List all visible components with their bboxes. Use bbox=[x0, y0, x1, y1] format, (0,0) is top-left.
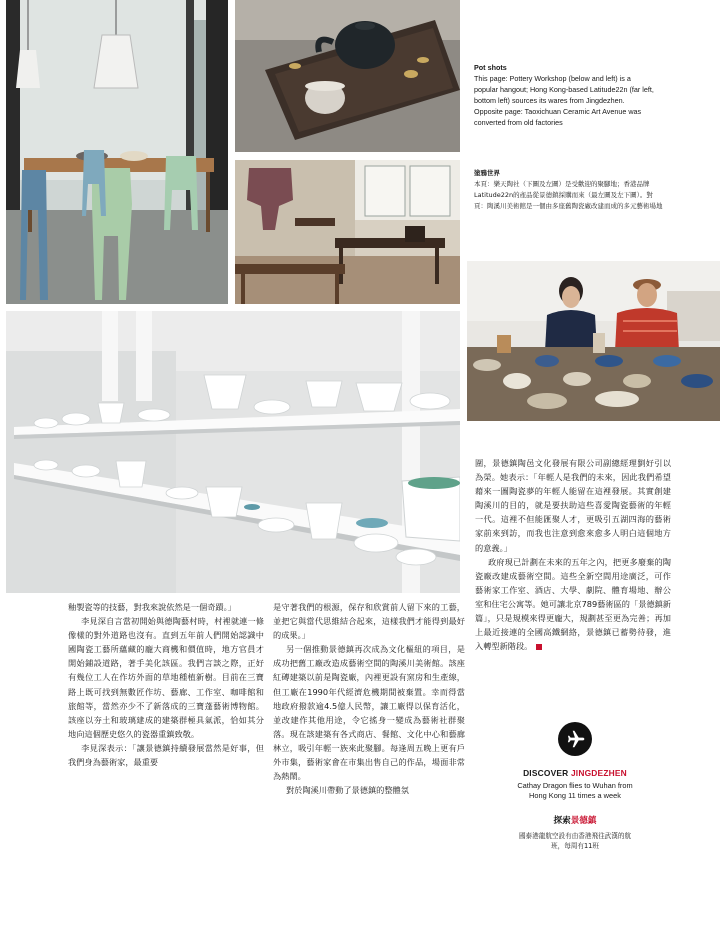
teapot-photo bbox=[235, 0, 460, 152]
photo-caption-zh bbox=[474, 168, 664, 212]
article-paragraph: 對於陶溪川帶動了景德鎮的整體氛 bbox=[286, 785, 409, 796]
article-column-2 bbox=[273, 600, 465, 797]
caption-zh-body: 本頁：樂天陶社（下圖及左圖）是受歡迎的聚腳地；香港品牌Latitude22n的產品從景德鎮採購而來（最左圖及左下圖）。對頁：陶溪川美術館是一個由多座舊陶瓷廠改建而成的多元藝術場地 bbox=[474, 180, 663, 210]
caption-en-title: Pot shots bbox=[474, 63, 507, 72]
article-paragraph: 是守著我們的根源，保存和欣賞前人留下來的工藝，並把它與當代思維結合起來，這樣我們才能得到最好的成果。」 bbox=[273, 602, 465, 641]
article-paragraph: 李見深表示：「讓景德鎮持續發展當然是好事，但我們身為藝術家，最重要 bbox=[68, 742, 264, 768]
discover-description: Cathay Dragon flies to Wuhan from Hong Kong 11 times a week bbox=[517, 781, 633, 800]
cafe-interior-photo bbox=[6, 0, 228, 304]
photo-caption-en bbox=[474, 62, 654, 128]
article-paragraph: 政府現已計劃在未來的五年之內，把更多廢棄的陶瓷廠改建成藝術空間。這些全新空間用途廣泛，可作藝術家工作室、酒店、大學、劇院、體育場地、辦公室和住宅公寓等。她可讓北京789藝術區的「景德鎮新篇」，只是規模來得更龐大，規劃甚至更為完善；再加上最近接連的全國高鐵網絡，景德鎮已蓄勢待發，進入轉型新階段。 bbox=[475, 556, 671, 652]
article-paragraph: 釉製瓷等的技藝，對我來說依然是一個奇蹟。」 bbox=[68, 602, 236, 612]
article-paragraph: 另一個推動景德鎮再次成為文化樞紐的項目，是成功把舊工廠改造成藝術空間的陶溪川美術館。該座紅磚建築以前是陶瓷廠，內裡更設有窯房和生產線，但工廠在1990年代經濟危機期間被棄置。幸而得當地政府撥款逾4.5億人民幣，讓工廠得以保育活化，並改建作其他用途，令它搖身一變成為藝術社群聚落。現在該建築有各式商店、餐館、文化中心和藝廊林立，吸引年輕一族來此聚腳。每逢周五晚上更有戶外市集，藝術家會在市集出售自己的作品，場面非常為熱鬧。 bbox=[273, 644, 465, 782]
discover-description-zh: 國泰港龍航空設有由香港飛往武漢的航班，每周有11班 bbox=[518, 832, 632, 850]
airplane-icon bbox=[558, 722, 592, 756]
discover-jingdezhen-box bbox=[516, 722, 634, 851]
caption-zh-title: 塗鴉世界 bbox=[474, 169, 500, 177]
article-column-3 bbox=[475, 456, 671, 653]
discover-title: DISCOVER JINGDEZHEN bbox=[523, 768, 627, 778]
discover-title-zh: 探索景德鎮 bbox=[553, 816, 597, 826]
article-column-1 bbox=[68, 600, 264, 769]
article-paragraph: 圍，景德鎮陶邑文化發展有限公司副總經理劉好引以為榮。她表示：「年輕人是我們的未來，因此我們希望藉來一圖陶瓷夢的年輕人能留在這裡發展。其實創建陶溪川的目的，就是要扶助這些喜愛陶瓷藝術的年輕一代。這裡不但能匯聚人才，更吸引五湖四海的藝術家前來到訪，而我也注意到愈來愈多人明白這個地方的意義。」 bbox=[475, 458, 671, 553]
article-paragraph: 李見深自言當初開始與德陶藝村時，村裡就連一條像樣的對外道路也沒有。直到五年前人們開始認識中國陶瓷工藝所蘊藏的龐大商機和價值時，地方官員才開始鋪設道路，著手美化該區。我們言談之際，正好有幾位工人在作坊外面的草地種植新樹。目前在三寶路上既可找到無數匠作坊、藝廊、工作室、咖啡館和旅館等，當然亦少不了新落成的三寶蓬藝術博物館。該座以夯土和玻璃建成的建築群極具氣派，恰如其分地向這個歷史悠久的瓷器重鎮致敬。 bbox=[68, 616, 264, 739]
shop-owners-photo bbox=[467, 261, 720, 421]
workshop-room-photo bbox=[235, 160, 460, 304]
caption-en-body: This page: Pottery Workshop (below and left) is a popular hangout; Hong Kong-based Latitude22n (far left, bottom left) sources its wares from Jingdezhen. Opposite page: Taoxichuan Ceramic Art Avenue was converted from old factories bbox=[474, 74, 654, 127]
porcelain-shelves-photo bbox=[6, 311, 460, 593]
end-mark bbox=[536, 644, 542, 650]
